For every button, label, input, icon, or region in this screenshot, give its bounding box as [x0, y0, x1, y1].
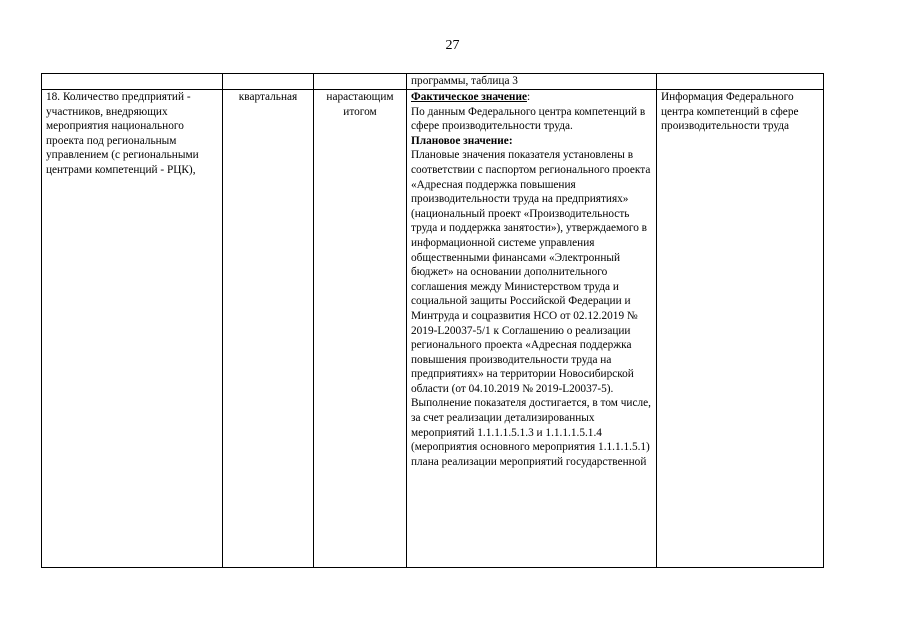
calculation-method-cell: [407, 90, 657, 568]
table-row: [42, 90, 824, 568]
periodicity-cell: квартальная: [223, 90, 314, 568]
cont-cell-3: [314, 74, 407, 90]
planned-value-text: Плановые значения показателя установлены в соответствии с паспортом регионального проекта «Адресная поддержка повышения производительности труда на предприятиях» (национальный проект «Производительность труда и поддержка занятости»), утверждаемого в информационной системе управления общественными финансами «Электронный бюджет» на основании дополнительного соглашения между Министерством труда и социальной защиты Российской Федерации и Минтруда и соцразвития НСО от 02.12.2019 № 2019-L20037-5/1 к Соглашению о реализации регионального проекта «Адресная поддержка повышения производительности труда на предприятиях» на территории Новосибирской области (от 04.10.2019 № 2019-L20037-5).: [411, 149, 651, 395]
cont-cell-1: [42, 74, 223, 90]
continuation-row: [42, 74, 824, 90]
actual-value-colon: :: [526, 91, 531, 103]
execution-text: Выполнение показателя достигается, в том числе, за счет реализации детализированных мероприятий 1.1.1.1.5.1.3 и 1.1.1.1.5.1.4 (мероприятия основного мероприятия 1.1.1.1.5.1) плана реализации мероприятий государственной: [411, 397, 651, 468]
cont-cell-4: программы, таблица 3: [407, 74, 657, 90]
actual-value-heading: Фактическое значение: [411, 91, 527, 103]
cont-cell-2: [223, 74, 314, 90]
accumulation-cell: нарастающим итогом: [314, 90, 407, 568]
indicator-name-cell: 18. Количество предприятий - участников, внедряющих мероприятия национального проекта под региональным управлением (с региональными центрами компетенций - РЦК),: [42, 90, 223, 568]
actual-value-line: [411, 90, 652, 105]
source-cell: Информация Федерального центра компетенций в сфере производительности труда: [657, 90, 824, 568]
indicator-table: [41, 73, 824, 568]
page-number: 27: [445, 38, 460, 53]
cont-cell-5: [657, 74, 824, 90]
planned-value-heading: Плановое значение:: [411, 134, 513, 147]
actual-value-text: По данным Федерального центра компетенций в сфере производительности труда.: [411, 105, 646, 133]
